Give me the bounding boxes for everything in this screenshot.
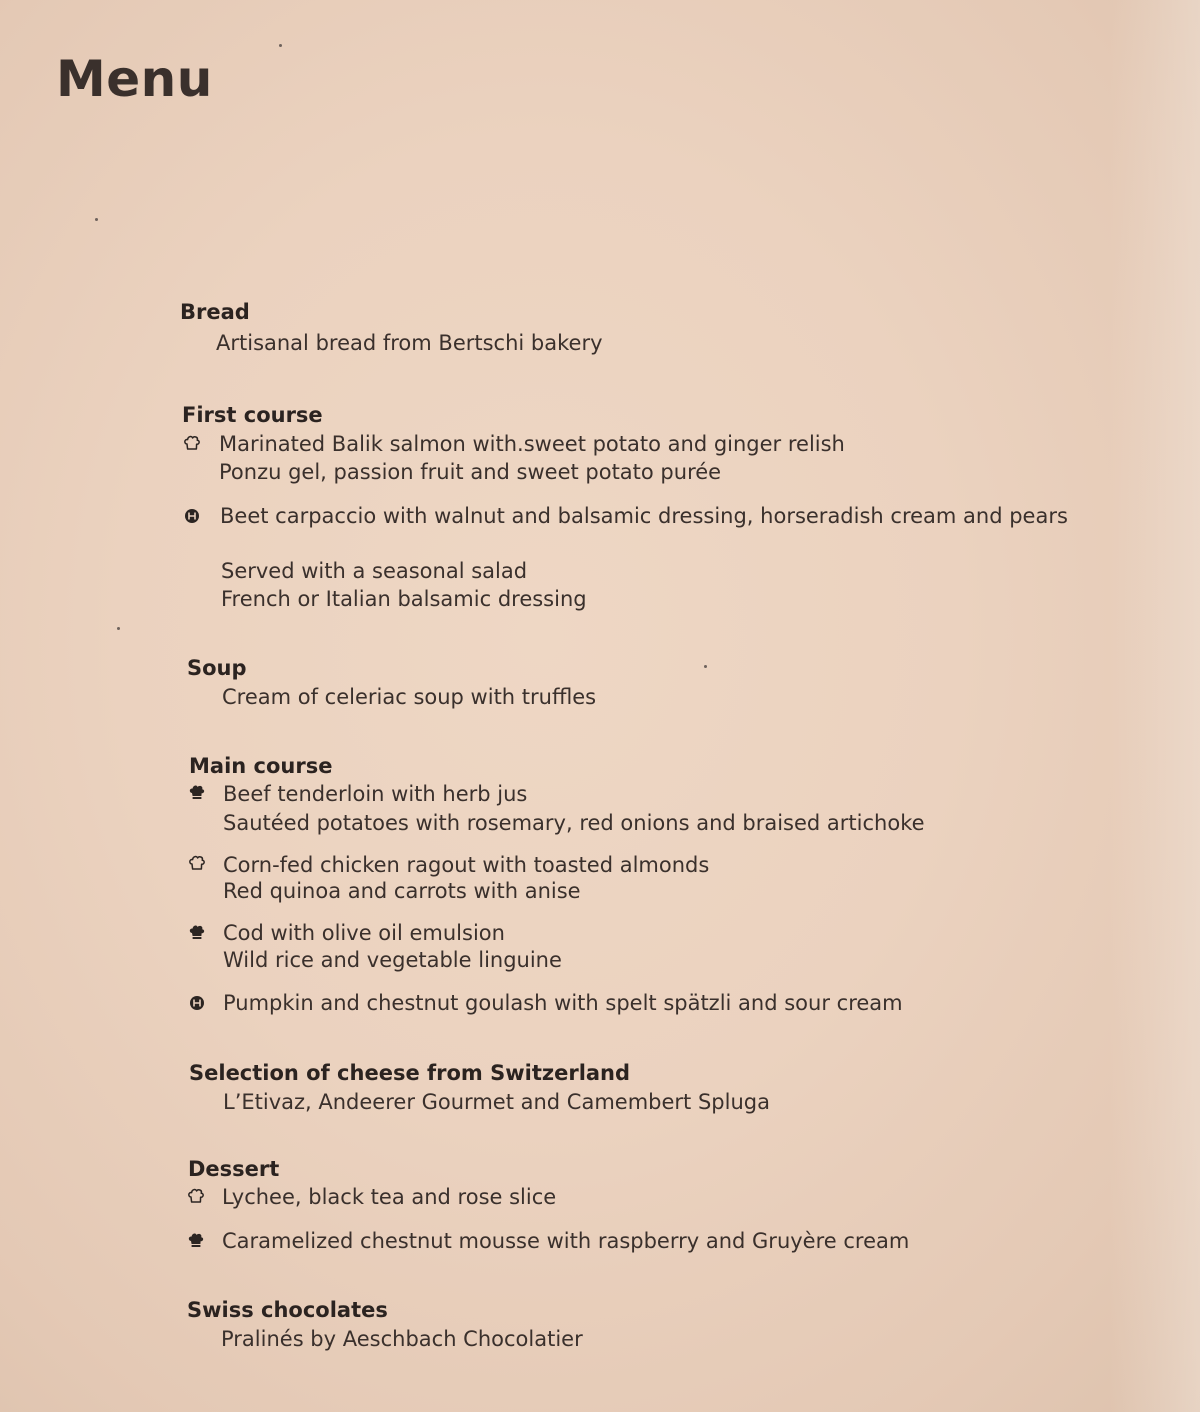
- main-course-item-2-detail: Red quinoa and carrots with anise: [223, 879, 581, 903]
- vegetarian-circle-icon: [188, 994, 206, 1012]
- chocolates-description: Pralinés by Aeschbach Chocolatier: [221, 1327, 583, 1351]
- main-course-item-2-title: Corn-fed chicken ragout with toasted almonds: [223, 853, 710, 877]
- dessert-item-2-title: Caramelized chestnut mousse with raspberry and Gruyère cream: [222, 1229, 910, 1253]
- salad-note: Served with a seasonal salad: [221, 559, 528, 583]
- soup-description: Cream of celeriac soup with truffles: [222, 685, 597, 709]
- first-course-item-2-title: Beet carpaccio with walnut and balsamic dressing, horseradish cream and pears: [220, 504, 1068, 528]
- cheese-description: L’Etivaz, Andeerer Gourmet and Camembert Spluga: [223, 1090, 770, 1114]
- section-heading-main-course: Main course: [189, 754, 333, 778]
- chef-hat-outline-icon: [187, 1187, 205, 1205]
- paper-speck: [279, 44, 282, 47]
- main-course-item-1-title: Beef tenderloin with herb jus: [223, 782, 528, 806]
- section-heading-dessert: Dessert: [188, 1157, 280, 1181]
- section-heading-soup: Soup: [187, 656, 247, 680]
- chef-hat-outline-icon: [183, 434, 201, 452]
- main-course-item-3-title: Cod with olive oil emulsion: [223, 921, 505, 945]
- paper-speck: [704, 665, 707, 668]
- first-course-item-1-title: Marinated Balik salmon with.sweet potato and ginger relish: [219, 432, 845, 456]
- paper-speck: [117, 627, 120, 630]
- main-course-item-3-detail: Wild rice and vegetable linguine: [223, 948, 562, 972]
- bread-description: Artisanal bread from Bertschi bakery: [216, 331, 603, 355]
- salad-dressing-note: French or Italian balsamic dressing: [221, 587, 587, 611]
- chef-hat-filled-icon: [187, 1231, 205, 1249]
- main-course-item-4-title: Pumpkin and chestnut goulash with spelt spätzli and sour cream: [223, 991, 903, 1015]
- section-heading-bread: Bread: [180, 300, 250, 324]
- section-heading-cheese: Selection of cheese from Switzerland: [189, 1061, 631, 1085]
- menu-title: Menu: [56, 50, 213, 108]
- section-heading-first-course: First course: [182, 403, 323, 427]
- chef-hat-filled-icon: [188, 783, 206, 801]
- first-course-item-1-detail: Ponzu gel, passion fruit and sweet potato purée: [219, 460, 722, 484]
- chef-hat-filled-icon: [188, 923, 206, 941]
- main-course-item-1-detail: Sautéed potatoes with rosemary, red onions and braised artichoke: [223, 811, 925, 835]
- paper-speck: [95, 218, 98, 221]
- vegetarian-circle-icon: [183, 507, 201, 525]
- section-heading-chocolates: Swiss chocolates: [187, 1298, 388, 1322]
- chef-hat-outline-icon: [188, 854, 206, 872]
- dessert-item-1-title: Lychee, black tea and rose slice: [222, 1185, 557, 1209]
- page-edge-highlight: [1110, 0, 1200, 1412]
